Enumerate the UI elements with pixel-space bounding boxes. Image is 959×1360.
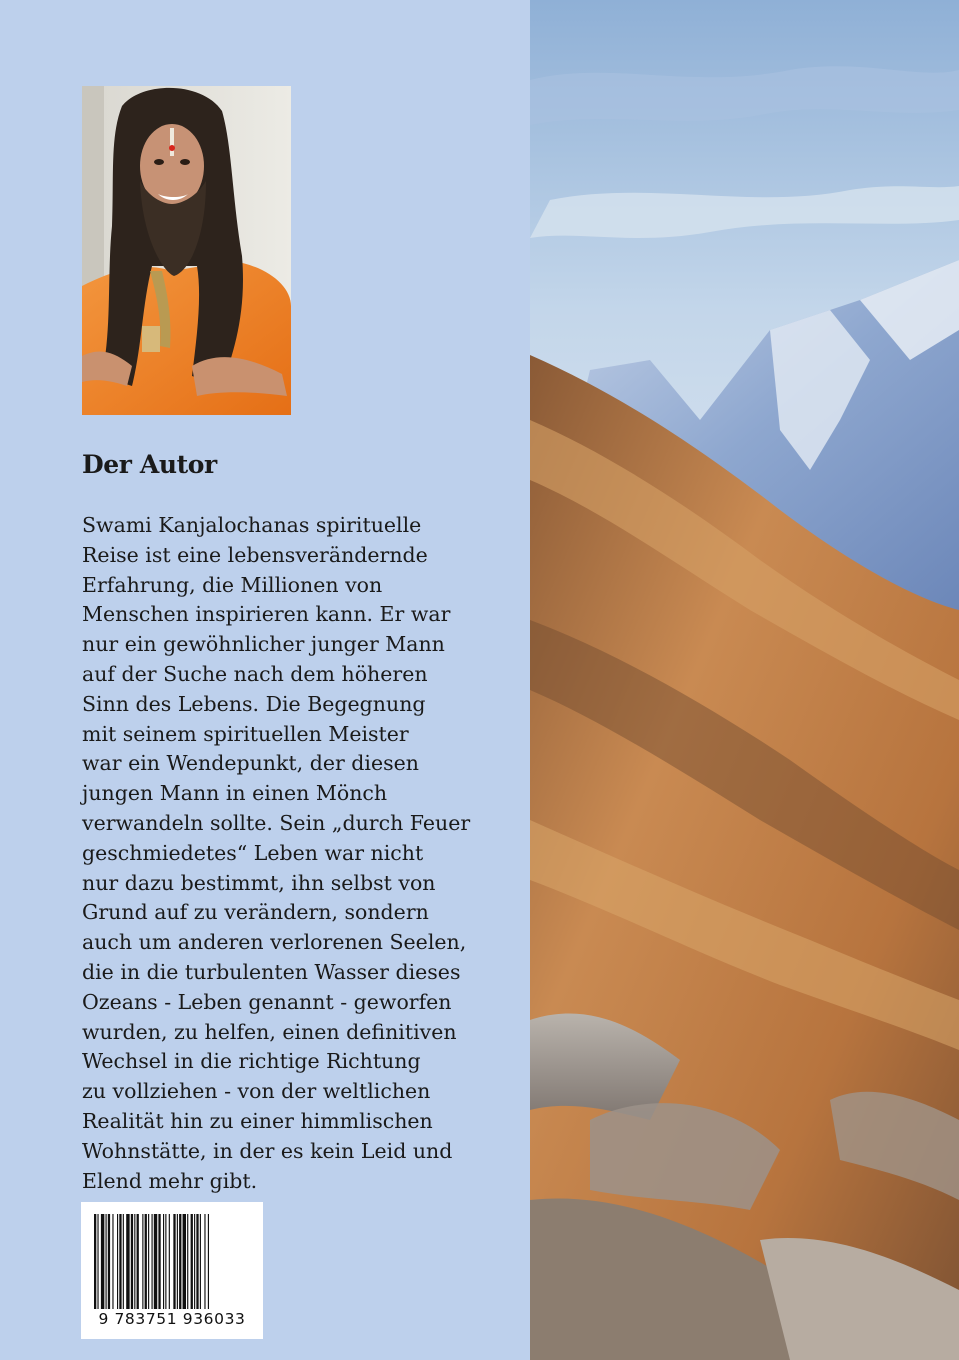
bio-line: Menschen inspirieren kann. Er war (82, 602, 451, 627)
bio-line: Swami Kanjalochanas spirituelle (82, 513, 422, 537)
bio-line: verwandeln sollte. Sein „durch Feuer (82, 810, 471, 835)
bio-line: Wohnstätte, in der es kein Leid und (82, 1138, 453, 1163)
bio-line: war ein Wendepunkt, der diesen (82, 751, 419, 776)
bio-line: jungen Mann in einen Mönch (82, 781, 388, 806)
bio-line: Realität hin zu einer himmlischen (82, 1108, 433, 1133)
isbn-barcode (81, 1202, 263, 1339)
bio-line: Reise ist eine lebensverändernde (82, 542, 428, 567)
bio-line: geschmiedetes“ Leben war nicht (82, 840, 424, 865)
bio-line: Sinn des Lebens. Die Begegnung (82, 691, 426, 716)
bio-line: nur dazu bestimmt, ihn selbst von (82, 870, 436, 895)
bio-line: Grund auf zu verändern, sondern (82, 900, 429, 925)
bio-line: Elend mehr gibt. (82, 1168, 258, 1193)
mountain-landscape-painting-icon (530, 0, 959, 1360)
bio-line: auch um anderen verlorenen Seelen, (82, 930, 467, 955)
barcode-number: 9 783751 936033 (98, 1310, 246, 1328)
bio-line: Erfahrung, die Millionen von (82, 572, 383, 597)
barcode-bars-icon (81, 1202, 263, 1310)
bio-line: Ozeans - Leben genannt - geworfen (82, 989, 452, 1014)
bio-line: nur ein gewöhnlicher junger Mann (82, 632, 445, 657)
bio-line: auf der Suche nach dem höheren (82, 661, 428, 686)
bio-line: mit seinem spirituellen Meister (82, 721, 409, 746)
bio-line: zu vollziehen - von der weltlichen (82, 1079, 431, 1104)
bio-line: wurden, zu helfen, einen definitiven (82, 1019, 457, 1044)
bio-line: die in die turbulenten Wasser dieses (82, 959, 461, 984)
bio-line: Wechsel in die richtige Richtung (82, 1049, 421, 1074)
section-heading: Der Autor (82, 450, 217, 479)
author-bio (82, 511, 492, 1196)
author-portrait-icon (82, 86, 291, 415)
